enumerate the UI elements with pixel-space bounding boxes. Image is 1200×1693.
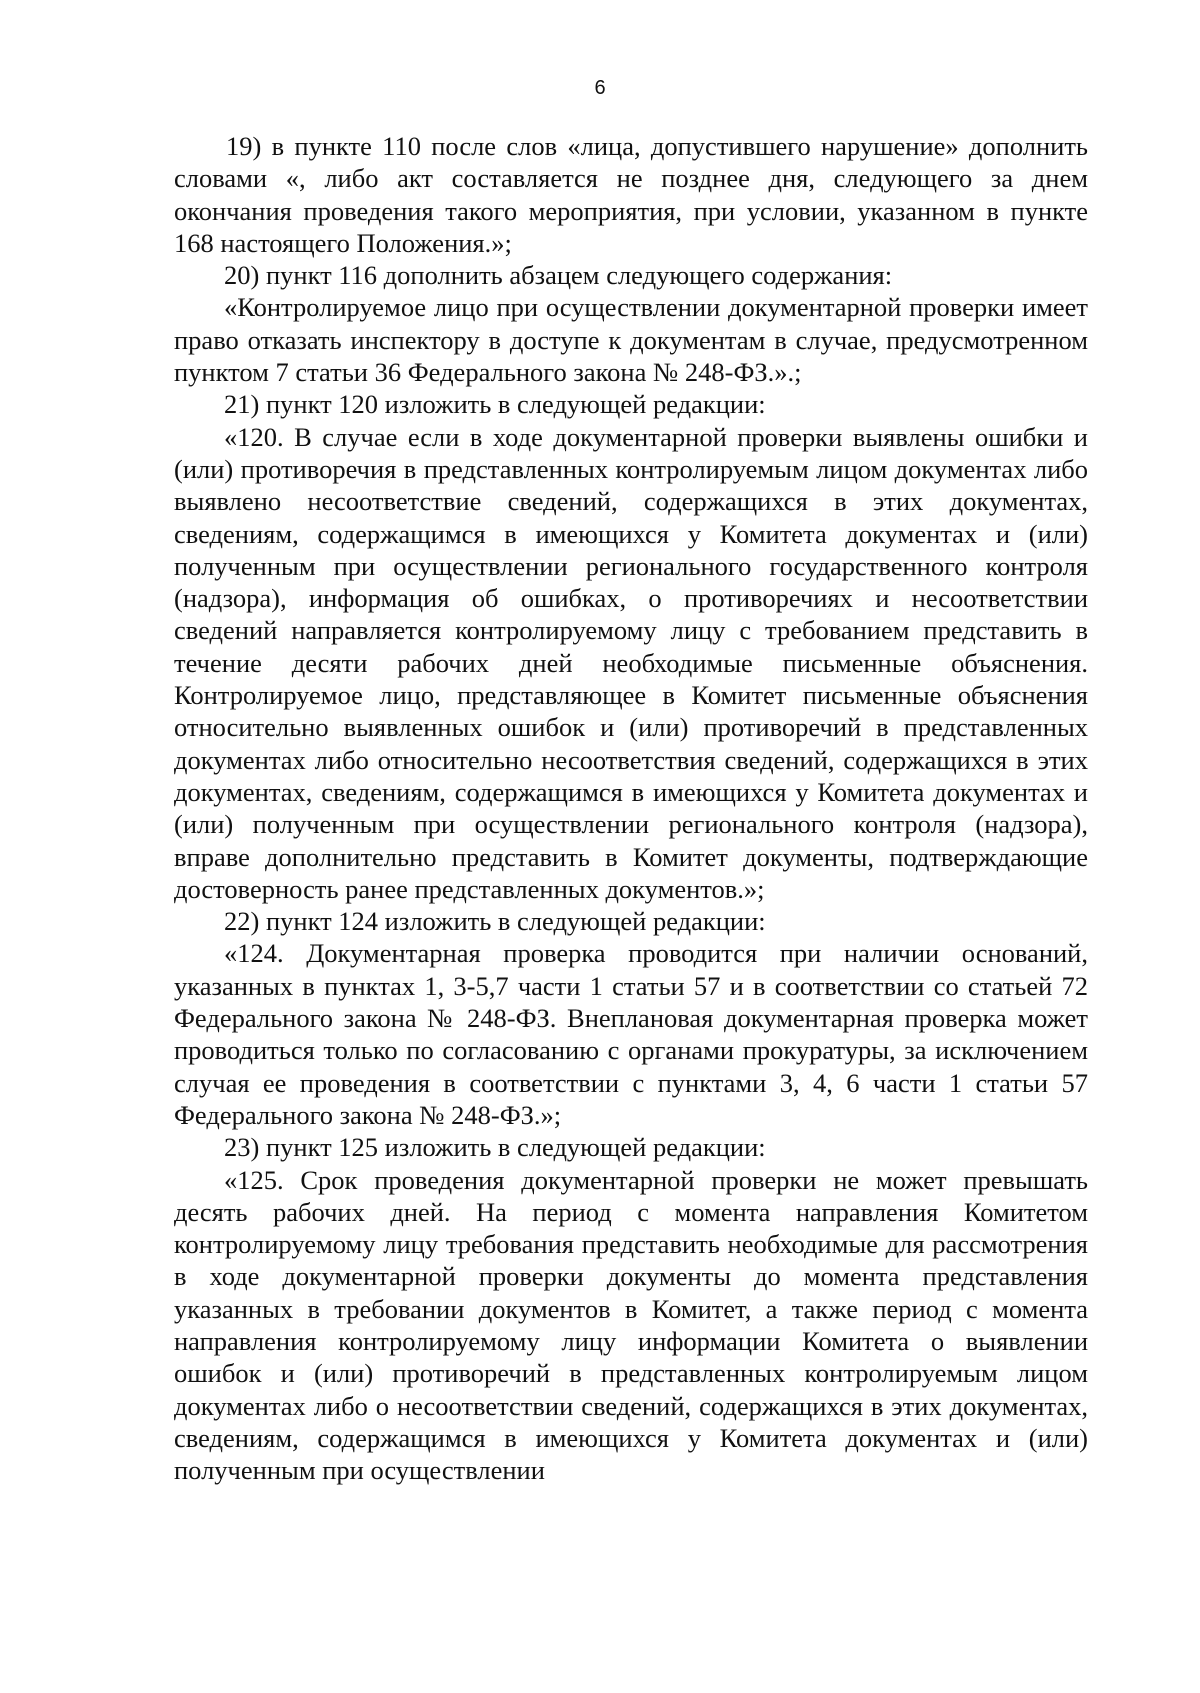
paragraph-item-20: 20) пункт 116 дополнить абзацем следующего содержания: [224, 260, 893, 291]
paragraph-item-19: 19) в пункте 110 после слов «лица, допустившего нарушение» дополнить словами «, либо акт составляется не позднее дня, следующего за днем окончания проведения такого мероприятия, при условии, указанном в пункте 168 настоящего Положения.»; [174, 131, 1088, 258]
page-number: 6 [594, 77, 606, 99]
paragraph-quote-120: «120. В случае если в ходе документарной проверки выявлены ошибки и (или) противоречия в представленных контролируемым лицом документах либо выявлено несоответствие сведений, содержащихся в этих документах, сведениям, содержащимся в имеющихся у Комитета документах и (или) полученным при осуществлении регионального государственного контроля (надзора), информация об ошибках, о противоречиях и несоответствии сведений направляется контролируемому лицу с требованием представить в течение десяти рабочих дней необходимые письменные объяснения. Контролируемое лицо, представляющее в Комитет письменные объяснения относительно выявленных ошибок и (или) противоречий в представленных документах либо относительно несоответствия сведений, содержащихся в этих документах, сведениям, содержащимся в имеющихся у Комитета документах и (или) полученным при осуществлении регионального контроля (надзора), вправе дополнительно представить в Комитет документы, подтверждающие достоверность ранее представленных документов.»; [174, 421, 1088, 904]
document-body [174, 130, 1088, 1486]
paragraph-quote-125: «125. Срок проведения документарной проверки не может превышать десять рабочих дней. На период с момента направления Комитетом контролируемому лицу требования представить необходимые для рассмотрения в ходе документарной проверки документы до момента представления указанных в требовании документов в Комитет, а также период с момента направления контролируемому лицу информации Комитета о выявлении ошибок и (или) противоречий в представленных контролируемым лицом документах либо о несоответствии сведений, содержащихся в этих документах, сведениям, содержащимся в имеющихся у Комитета документах и (или) полученным при осуществлении [174, 1164, 1088, 1486]
paragraph-item-21: 21) пункт 120 изложить в следующей редакции: [224, 389, 766, 420]
paragraph-item-23: 23) пункт 125 изложить в следующей редакции: [224, 1132, 766, 1163]
paragraph-quote-124: «124. Документарная проверка проводится при наличии оснований, указанных в пунктах 1, 3-5,7 части 1 статьи 57 и в соответствии со статьей 72 Федерального закона № 248-ФЗ. Внеплановая документарная проверка может проводиться только по согласованию с органами прокуратуры, за исключением случая ее проведения в соответствии с пунктами 3, 4, 6 части 1 статьи 57 Федерального закона № 248-ФЗ.»; [174, 938, 1088, 1130]
paragraph-item-22: 22) пункт 124 изложить в следующей редакции: [224, 906, 766, 937]
paragraph-quote-116: «Контролируемое лицо при осуществлении документарной проверки имеет право отказать инспектору в доступе к документам в случае, предусмотренном пунктом 7 статьи 36 Федерального закона № 248-ФЗ.».; [174, 292, 1088, 388]
